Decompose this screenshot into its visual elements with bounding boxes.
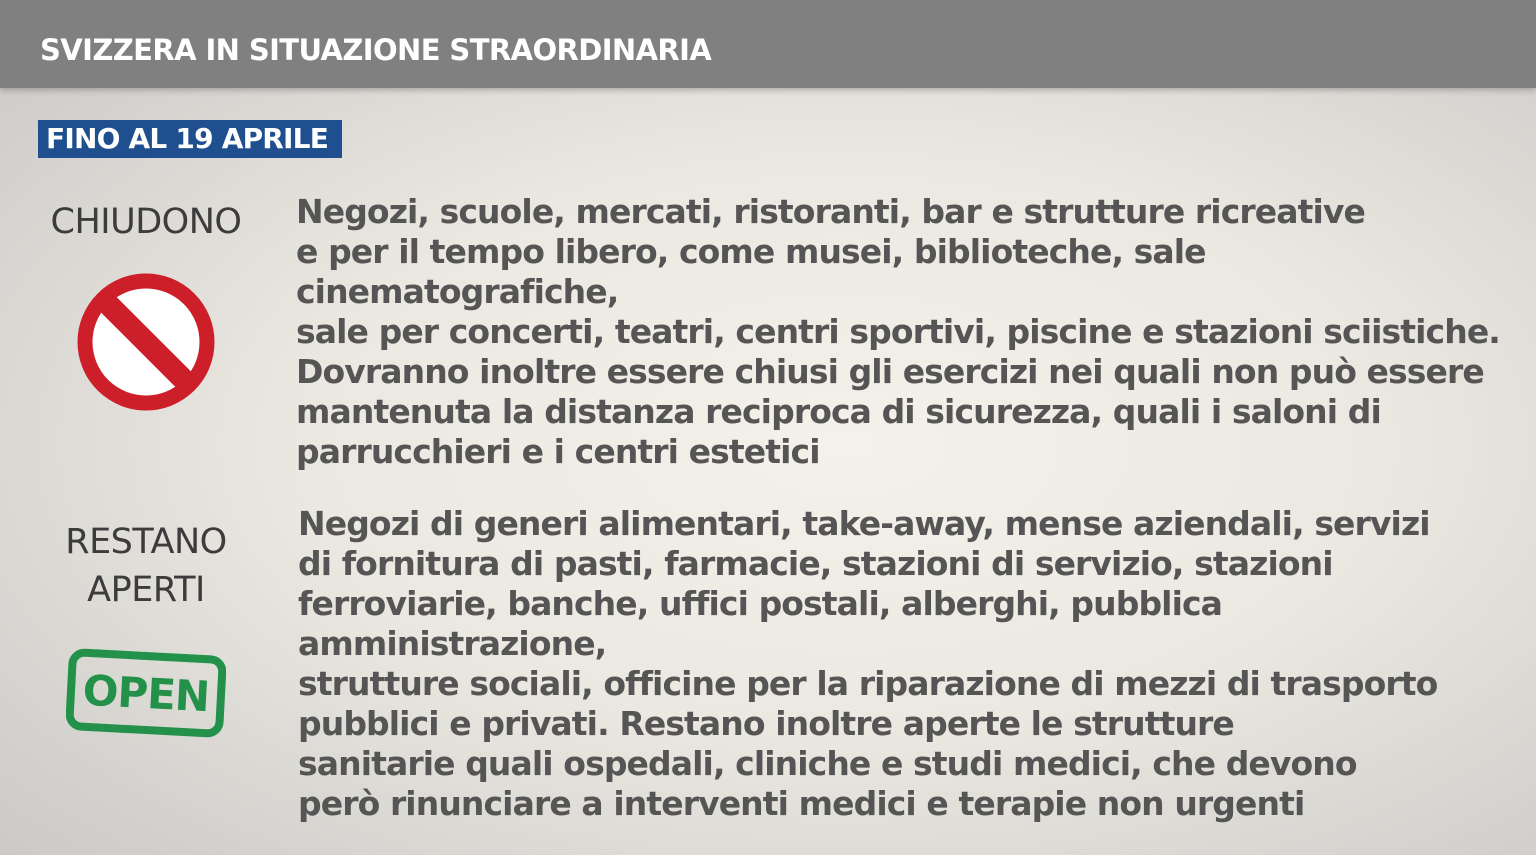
open-section-text: Negozi di generi alimentari, take-away, mense aziendali, servizi di fornitura di pasti, farmacie, stazioni di servizio, stazioni ferroviarie, banche, uffici postali, alberghi, pubblica amministrazione, strutture sociali, officine per la riparazione di mezzi di trasporto pubblici e privati. Restano inoltre aperte le strutture sanitarie quali ospedali, cliniche e studi medici, che devono però rinunciare a interventi medici e terapie non urgenti — [298, 504, 1438, 823]
date-badge-label: FINO AL 19 APRILE — [46, 122, 329, 155]
open-sign-icon — [66, 648, 226, 738]
closed-section-label: CHIUDONO — [50, 202, 242, 242]
closed-section-text: Negozi, scuole, mercati, ristoranti, bar e strutture ricreative e per il tempo libero, come musei, biblioteche, sale cinematografiche, sale per concerti, teatri, centri sportivi, piscine e stazioni sciistiche. Dovranno inoltre essere chiusi gli esercizi nei quali non può essere mantenuta la distanza reciproca di sicurezza, quali i saloni di parrucchieri e i centri estetici — [296, 192, 1500, 471]
open-section-label: RESTANO APERTI — [65, 522, 227, 610]
page-title: SVIZZERA IN SITUAZIONE STRAORDINARIA — [40, 33, 712, 67]
date-badge — [38, 120, 342, 158]
open-sign-text: OPEN — [81, 665, 211, 722]
prohibited-icon — [76, 272, 216, 412]
header-bar — [0, 0, 1536, 88]
